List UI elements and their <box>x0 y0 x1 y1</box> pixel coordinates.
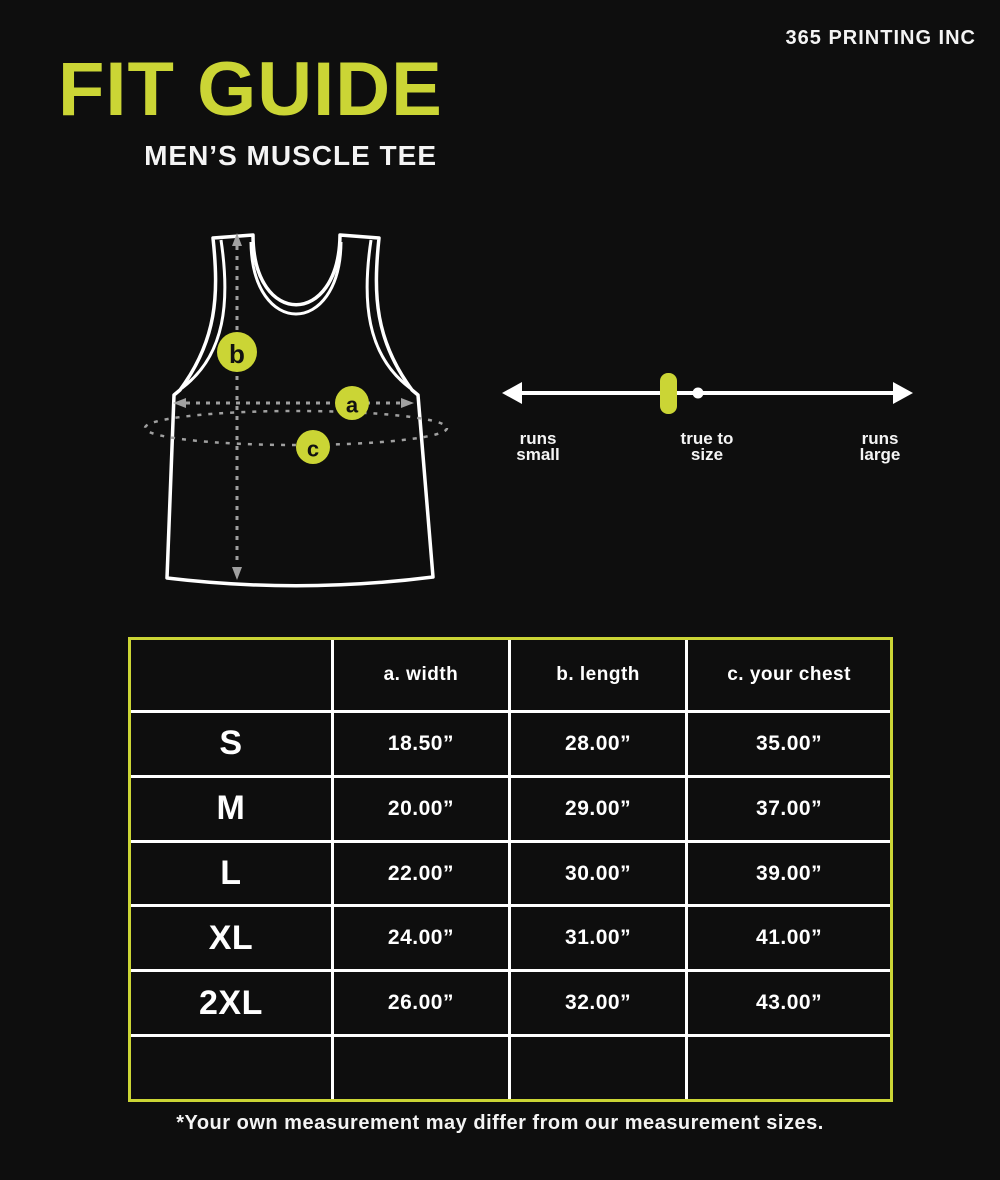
scale-label-runs-small <box>488 431 588 463</box>
width-value-2xl: 26.00” <box>334 972 508 1034</box>
chest-measure-ellipse <box>145 411 447 445</box>
empty-cell <box>131 1037 331 1099</box>
scale-label-line: size <box>690 445 724 464</box>
fit-scale-arrow-right-icon <box>893 382 913 404</box>
length-value-l: 30.00” <box>511 843 685 905</box>
footnote: *Your own measurement may differ from our measurement sizes. <box>176 1112 824 1134</box>
marker-c-letter: c <box>306 436 320 462</box>
width-value-s: 18.50” <box>334 713 508 775</box>
scale-label-runs-large <box>830 431 930 463</box>
length-value-m: 29.00” <box>511 778 685 840</box>
length-value-xl: 31.00” <box>511 907 685 969</box>
chest-value-2xl: 43.00” <box>688 972 890 1034</box>
size-label-l: L <box>131 843 331 905</box>
marker-a-letter: a <box>345 392 359 418</box>
tee-right-armhole-line <box>367 240 410 388</box>
scale-label-line: large <box>859 445 901 464</box>
fit-scale-dot <box>693 388 704 399</box>
length-value-s: 28.00” <box>511 713 685 775</box>
empty-cell <box>688 1037 890 1099</box>
size-table <box>128 637 893 1102</box>
column-header-chest: c. your chest <box>688 640 890 710</box>
scale-label-line: runs <box>861 429 899 448</box>
table-corner-cell <box>131 640 331 710</box>
size-label-xl: XL <box>131 907 331 969</box>
width-arrow-right-icon <box>401 398 414 408</box>
empty-cell <box>334 1037 508 1099</box>
chest-value-l: 39.00” <box>688 843 890 905</box>
width-value-m: 20.00” <box>334 778 508 840</box>
fit-scale <box>500 370 915 425</box>
muscle-tee-diagram <box>140 220 450 600</box>
size-label-s: S <box>131 713 331 775</box>
width-value-l: 22.00” <box>334 843 508 905</box>
scale-label-true-to-size <box>657 431 757 463</box>
length-arrow-down-icon <box>232 567 242 580</box>
width-value-xl: 24.00” <box>334 907 508 969</box>
true-to-size-indicator <box>660 373 677 414</box>
length-value-2xl: 32.00” <box>511 972 685 1034</box>
fit-scale-arrow-left-icon <box>502 382 522 404</box>
scale-label-line: small <box>516 445 560 464</box>
page-subtitle: MEN’S MUSCLE TEE <box>144 140 437 171</box>
chest-value-xl: 41.00” <box>688 907 890 969</box>
marker-b-letter: b <box>229 339 245 369</box>
scale-label-line: runs <box>519 429 557 448</box>
empty-cell <box>511 1037 685 1099</box>
brand-text: 365 PRINTING INC <box>785 27 976 49</box>
scale-label-line: true to <box>680 429 734 448</box>
column-header-width: a. width <box>334 640 508 710</box>
tee-left-armhole-line <box>182 240 225 388</box>
size-label-m: M <box>131 778 331 840</box>
page-title: FIT GUIDE <box>58 47 443 132</box>
column-header-length: b. length <box>511 640 685 710</box>
chest-value-s: 35.00” <box>688 713 890 775</box>
size-label-2xl: 2XL <box>131 972 331 1034</box>
chest-value-m: 37.00” <box>688 778 890 840</box>
